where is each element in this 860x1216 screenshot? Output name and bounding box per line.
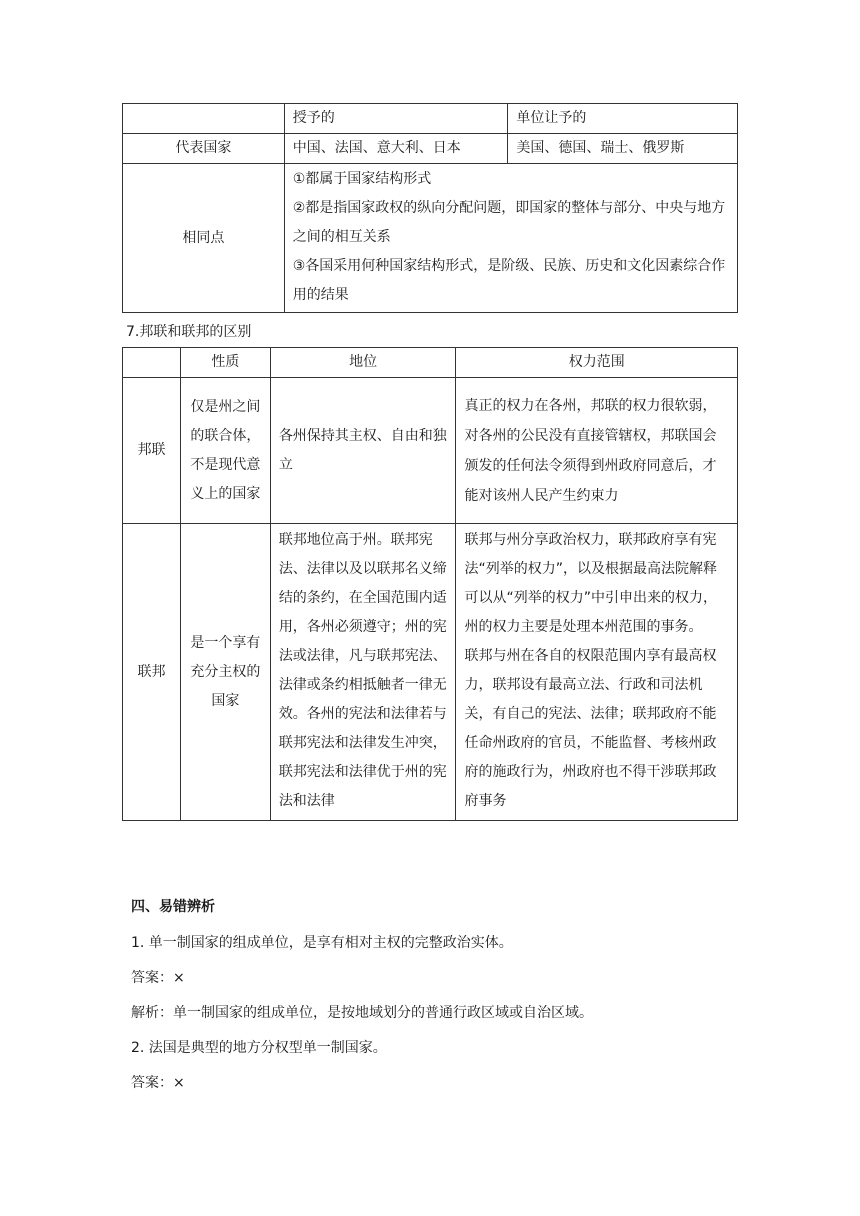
question-text: 2. 法国是典型的地方分权型单一制国家。 (131, 1040, 387, 1056)
table-cell: 邦联 (123, 378, 181, 524)
confederation-federation-table (122, 347, 738, 821)
comparison-table (122, 103, 738, 313)
question-text: 1. 单一制国家的组成单位，是享有相对主权的完整政治实体。 (131, 935, 513, 951)
table-row (123, 104, 738, 134)
table-row (123, 378, 738, 524)
table-header: 权力范围 (456, 348, 738, 378)
table-header-row (123, 348, 738, 378)
table-cell (123, 104, 285, 134)
table-header: 性质 (180, 348, 270, 378)
explanation-text: 解析：单一制国家的组成单位，是按地域划分的普通行政区域或自治区域。 (131, 1005, 593, 1021)
section-heading: 四、易错辨析 (131, 899, 215, 915)
table-cell: 单位让予的 (508, 104, 738, 134)
table-cell: 授予的 (284, 104, 508, 134)
similarity-point: ③各国采用何种国家结构形式，是阶级、民族、历史和文化因素综合作用的结果 (292, 258, 726, 303)
table-cell: 美国、德国、瑞士、俄罗斯 (508, 134, 738, 164)
table-cell: 各州保持其主权、自由和独立 (270, 378, 456, 524)
table-cell: 联邦地位高于州。联邦宪法、法律以及以联邦名义缔结的条约，在全国范围内适用，各州必须遵守；州的宪法或法律，凡与联邦宪法、法律或条约相抵触者一律无效。各州的宪法和法律若与联邦宪法和法律发生冲突，联邦宪法和法律优于州的宪法和法律 (270, 524, 456, 821)
similarity-point: ①都属于国家结构形式 (292, 171, 432, 187)
table-header: 地位 (270, 348, 456, 378)
section-title: 7.邦联和联邦的区别 (126, 324, 252, 340)
power-paragraph: 联邦与州分享政治权力，联邦政府享有宪法“列举的权力”，以及根据最高法院解释可以从“列举的权力”中引申出来的权力，州的权力主要是处理本州范围的事务。 (464, 532, 717, 635)
table-row (123, 134, 738, 164)
answer-text: 答案：× (131, 1075, 185, 1091)
table-cell: 代表国家 (123, 134, 285, 164)
table-cell: 相同点 (123, 164, 285, 313)
table-cell (456, 524, 738, 821)
answer-text: 答案：× (131, 970, 185, 986)
table-row (123, 524, 738, 821)
table-cell (284, 164, 737, 313)
power-paragraph: 联邦与州在各自的权限范围内享有最高权力，联邦设有最高立法、行政和司法机关，有自己的宪法、法律；联邦政府不能任命州政府的官员，不能监督、考核州政府的施政行为，州政府也不得干涉联邦政府事务 (464, 648, 717, 809)
table-row (123, 164, 738, 313)
table-cell: 仅是州之间的联合体，不是现代意义上的国家 (180, 378, 270, 524)
table-cell: 中国、法国、意大利、日本 (284, 134, 508, 164)
table-cell: 真正的权力在各州，邦联的权力很软弱，对各州的公民没有直接管辖权，邦联国会颁发的任何法令须得到州政府同意后，才能对该州人民产生约束力 (456, 378, 738, 524)
table-cell: 是一个享有充分主权的国家 (180, 524, 270, 821)
similarity-point: ②都是指国家政权的纵向分配问题，即国家的整体与部分、中央与地方之间的相互关系 (292, 200, 726, 245)
table-cell: 联邦 (123, 524, 181, 821)
table-header (123, 348, 181, 378)
